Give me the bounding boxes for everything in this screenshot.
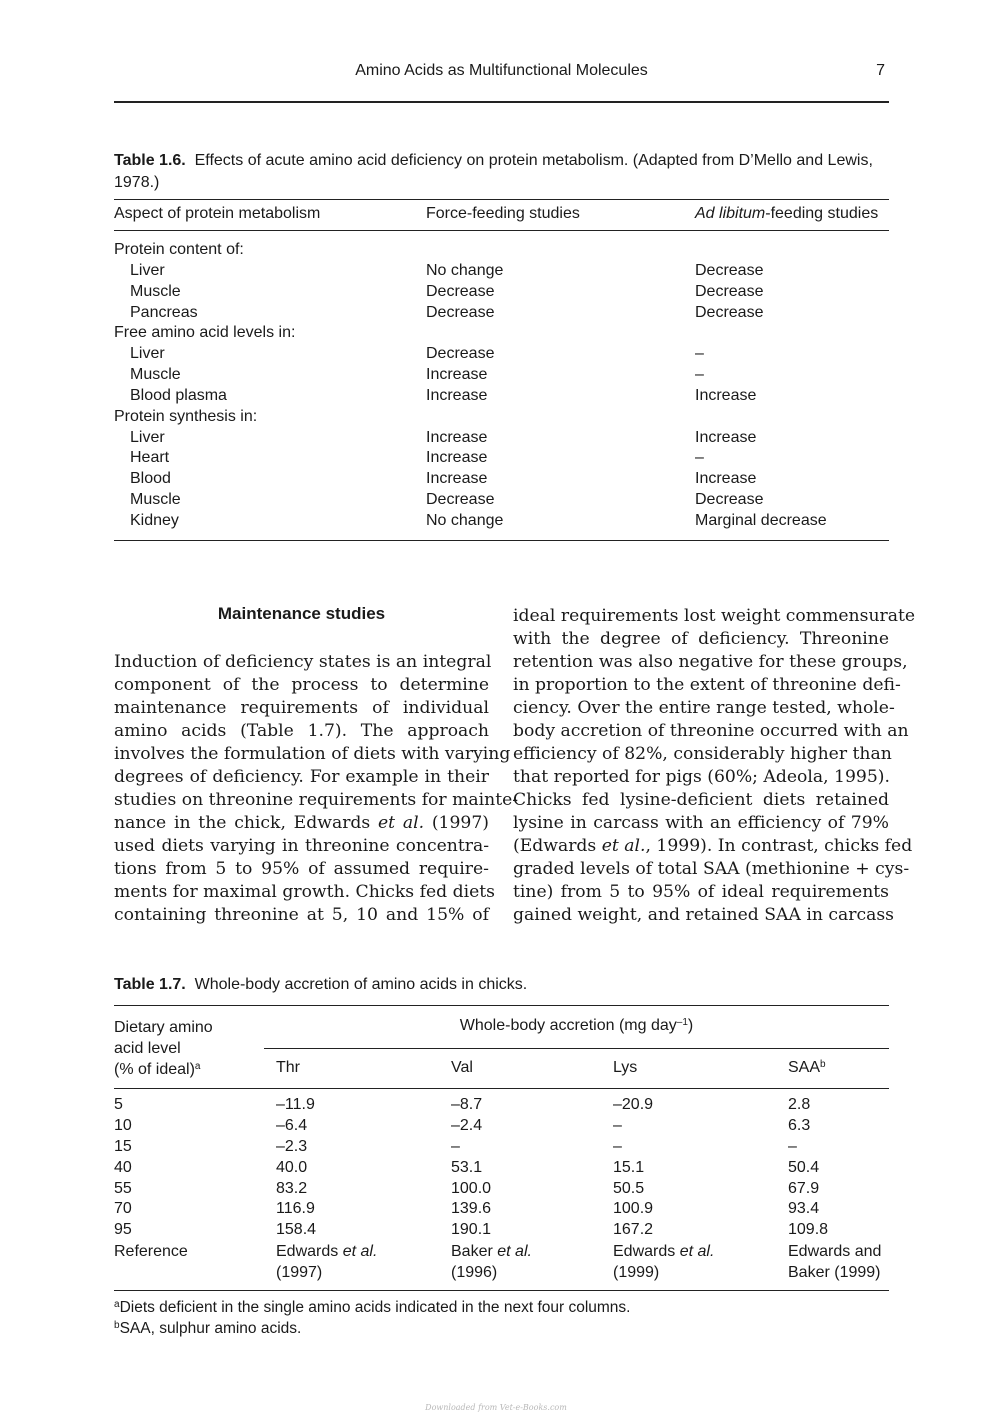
cell-reference-lys: Edwards et al. (1999) — [613, 1243, 715, 1282]
cell-val: – — [451, 1137, 460, 1155]
table-row — [114, 282, 889, 303]
footnote-mark: a — [114, 1299, 120, 1310]
watermark: Downloaded from Vet-e-Books.com — [425, 1403, 567, 1412]
cell-force-feeding: Decrease — [426, 491, 495, 509]
text-line: ments for maximal growth. Chicks fed diets — [114, 882, 495, 902]
cell-val: 100.0 — [451, 1179, 492, 1197]
footnote-mark: b — [114, 1320, 120, 1331]
cell-force-feeding: Increase — [426, 449, 488, 467]
text-column-left — [114, 651, 519, 927]
cell-val: 53.1 — [451, 1158, 483, 1176]
cell-reference-thr: Edwards et al. (1997) — [276, 1243, 378, 1282]
cell-reference-saa: Edwards and Baker (1999) — [788, 1243, 882, 1282]
column-header-adlib — [695, 205, 878, 223]
spanner-rule — [264, 1048, 889, 1049]
cell-ad-libitum: Decrease — [695, 261, 764, 279]
table-1-6-bottom-rule — [114, 540, 889, 541]
text-line: studies on threonine requirements for mainte- — [114, 790, 519, 810]
cell-aspect: Liver — [130, 428, 165, 446]
footnote-text: SAA, sulphur amino acids. — [119, 1320, 302, 1337]
table-row — [114, 490, 889, 511]
table-row — [114, 1095, 889, 1116]
table-1-7-bottom-rule — [114, 1290, 889, 1291]
cell-aspect: Liver — [130, 345, 165, 363]
cell-ad-libitum: – — [695, 345, 704, 363]
italic-text: et al. — [601, 836, 646, 856]
cell-lys: –20.9 — [613, 1096, 654, 1113]
stub-header — [114, 1017, 254, 1080]
cell-val: –8.7 — [451, 1096, 483, 1113]
table-row — [114, 1137, 889, 1158]
column-header-force: Force-feeding studies — [426, 205, 580, 222]
column-header-adlib-rest: -feeding studies — [765, 205, 879, 222]
cell-val: 139.6 — [451, 1200, 492, 1218]
cell-force-feeding: Decrease — [426, 282, 495, 300]
cell-level: 15 — [114, 1137, 132, 1155]
table-1-6-label: Table 1.6. — [114, 152, 186, 169]
cell-thr: –2.3 — [276, 1137, 308, 1155]
cell-aspect: Muscle — [130, 366, 181, 384]
section-heading: Maintenance studies — [217, 604, 386, 623]
cell-ad-libitum: Marginal decrease — [695, 511, 827, 529]
column-header-thr: Thr — [276, 1059, 300, 1076]
cell-lys: – — [613, 1116, 622, 1134]
cell-reference-label: Reference — [114, 1243, 188, 1261]
column-header-aspect: Aspect of protein metabolism — [114, 205, 321, 222]
text-line: amino acids (Table 1.7). The approach — [114, 721, 489, 741]
text-line: containing threonine at 5, 10 and 15% of — [114, 905, 489, 925]
cell-level: 70 — [114, 1200, 132, 1218]
header-rule — [114, 101, 889, 103]
footnote-text: Diets deficient in the single amino acids indicated in the next four columns. — [119, 1299, 631, 1316]
table-group-row — [114, 407, 889, 428]
table-row — [114, 386, 889, 407]
cell-aspect: Blood — [130, 470, 171, 488]
stub-header-line-2: acid level — [114, 1040, 181, 1057]
table-1-7-body — [114, 1095, 889, 1283]
text-line: tions from 5 to 95% of assumed require- — [114, 859, 489, 879]
footnote-mark-a: a — [194, 1061, 201, 1072]
cell-ad-libitum: – — [695, 449, 704, 467]
text-line: retention was also negative for these groups, — [513, 652, 908, 672]
text-line: body accretion of threonine occurred with an — [513, 721, 909, 741]
table-1-7-caption-text: Whole-body accretion of amino acids in chicks. — [194, 976, 528, 993]
table-1-6-header-rule — [114, 230, 889, 231]
cell-lys: 50.5 — [613, 1179, 645, 1197]
table-row — [114, 1179, 889, 1200]
cell-lys: – — [613, 1137, 622, 1155]
cell-force-feeding: Increase — [426, 366, 488, 384]
cell-thr: –11.9 — [276, 1096, 315, 1113]
text-line: involves the formulation of diets with varying — [114, 744, 511, 764]
cell-thr: 40.0 — [276, 1158, 308, 1176]
cell-lys: 100.9 — [613, 1200, 654, 1218]
cell-force-feeding: Increase — [426, 470, 488, 488]
cell-ad-libitum: Increase — [695, 428, 757, 446]
text-line: (Edwards et al., 1999). In contrast, chicks fed — [513, 836, 913, 856]
cell-aspect: Protein synthesis in: — [114, 407, 258, 425]
cell-level: 40 — [114, 1158, 132, 1176]
table-row — [114, 428, 889, 449]
text-line: component of the process to determine — [114, 675, 489, 695]
table-1-6-top-rule — [114, 199, 889, 200]
table-row — [114, 1220, 889, 1241]
table-1-7-header-rule — [114, 1088, 889, 1089]
text-line: graded levels of total SAA (methionine + cys- — [513, 859, 910, 879]
table-group-row — [114, 323, 889, 344]
cell-saa: 50.4 — [788, 1158, 820, 1176]
cell-lys: 15.1 — [613, 1158, 645, 1176]
cell-ad-libitum: – — [695, 366, 704, 384]
cell-saa: 93.4 — [788, 1200, 820, 1218]
table-1-6-header — [114, 205, 889, 227]
text-line: nance in the chick, Edwards et al. (1997) — [114, 813, 489, 833]
italic-text: et al. — [497, 1243, 532, 1261]
cell-thr: 83.2 — [276, 1179, 308, 1197]
text-line: with the degree of deficiency. Threonine — [513, 629, 889, 649]
text-line: efficiency of 82%, considerably higher than — [513, 744, 892, 764]
spanner-text: Whole-body accretion (mg day — [459, 1017, 677, 1034]
text-line: gained weight, and retained SAA in carcass — [513, 905, 894, 925]
cell-ad-libitum: Decrease — [695, 303, 764, 321]
cell-aspect: Heart — [130, 449, 170, 467]
text-line: in proportion to the extent of threonine defi- — [513, 675, 901, 695]
cell-force-feeding: Decrease — [426, 345, 495, 363]
stub-header-line-3 — [114, 1059, 254, 1080]
table-1-7-top-rule — [114, 1005, 889, 1006]
footnote — [114, 1318, 630, 1339]
cell-level: 10 — [114, 1116, 132, 1134]
cell-force-feeding: Increase — [426, 386, 488, 404]
text-line: maintenance requirements of individual — [114, 698, 489, 718]
cell-force-feeding: Increase — [426, 428, 488, 446]
table-1-6-body — [114, 240, 889, 532]
column-header-lys: Lys — [613, 1059, 638, 1076]
text-line: tine) from 5 to 95% of ideal requirements — [513, 882, 889, 902]
table-1-7-caption — [114, 976, 527, 994]
cell-aspect: Blood plasma — [130, 386, 227, 404]
spanner-superscript: –1 — [676, 1017, 688, 1028]
cell-aspect: Kidney — [130, 511, 179, 529]
cell-reference-val: Baker et al. (1996) — [451, 1243, 532, 1282]
table-row — [114, 469, 889, 490]
cell-saa: – — [788, 1137, 797, 1155]
column-header-saa-text: SAA — [788, 1059, 821, 1076]
cell-aspect: Muscle — [130, 282, 181, 300]
footnote-mark-b: b — [820, 1059, 826, 1070]
spanner-header — [264, 1017, 889, 1035]
cell-force-feeding: No change — [426, 511, 504, 529]
table-row — [114, 261, 889, 282]
cell-ad-libitum: Increase — [695, 386, 757, 404]
table-row — [114, 344, 889, 365]
table-row — [114, 1158, 889, 1179]
table-row — [114, 511, 889, 532]
table-footnotes — [114, 1297, 630, 1339]
column-header-val: Val — [451, 1059, 473, 1076]
table-group-row — [114, 240, 889, 261]
italic-text: et al. — [679, 1243, 715, 1261]
table-1-6-caption-text: Effects of acute amino acid deficiency on protein metabolism. (Adapted from D’Mello and Lewis, 1978.) — [114, 152, 873, 191]
text-line: Chicks fed lysine-deficient diets retained — [513, 790, 889, 810]
stub-header-line-3-text: (% of ideal) — [114, 1061, 195, 1078]
column-header-saa — [788, 1059, 826, 1077]
text-line: used diets varying in threonine concentra- — [114, 836, 489, 856]
cell-aspect: Pancreas — [130, 303, 198, 321]
spanner-close: ) — [687, 1017, 694, 1034]
text-line: Induction of deficiency states is an integral — [114, 652, 492, 672]
italic-text: et al. — [378, 813, 425, 833]
cell-val: –2.4 — [451, 1116, 483, 1134]
table-row — [114, 448, 889, 469]
text-line: that reported for pigs (60%; Adeola, 1995). — [513, 767, 890, 787]
cell-ad-libitum: Decrease — [695, 282, 764, 300]
cell-aspect: Protein content of: — [114, 241, 244, 258]
table-1-6-caption — [114, 150, 874, 194]
cell-force-feeding: Decrease — [426, 303, 495, 321]
italic-text: et al. — [342, 1243, 378, 1261]
stub-header-line-1: Dietary amino — [114, 1019, 213, 1036]
text-column-right — [513, 605, 916, 927]
running-head-title: Amino Acids as Multifunctional Molecules — [355, 62, 648, 79]
page-number: 7 — [876, 62, 885, 79]
cell-aspect: Liver — [130, 261, 165, 279]
cell-aspect: Free amino acid levels in: — [114, 324, 296, 342]
cell-thr: 116.9 — [276, 1200, 315, 1218]
cell-saa: 109.8 — [788, 1221, 829, 1239]
cell-ad-libitum: Decrease — [695, 491, 764, 509]
cell-lys: 167.2 — [613, 1221, 654, 1239]
cell-thr: –6.4 — [276, 1116, 308, 1134]
cell-aspect: Muscle — [130, 491, 181, 509]
table-row — [114, 1116, 889, 1137]
running-head — [114, 62, 889, 84]
cell-saa: 6.3 — [788, 1116, 811, 1134]
column-header-adlib-italic: Ad libitum — [695, 205, 766, 222]
text-line: lysine in carcass with an efficiency of 79% — [513, 813, 889, 833]
cell-thr: 158.4 — [276, 1221, 317, 1239]
text-line: ideal requirements lost weight commensurate — [513, 606, 916, 626]
table-row — [114, 303, 889, 324]
table-row — [114, 365, 889, 386]
cell-level: 95 — [114, 1221, 132, 1239]
table-1-7-label: Table 1.7. — [114, 976, 186, 993]
cell-level: 5 — [114, 1096, 123, 1113]
text-line: ciency. Over the entire range tested, whole- — [513, 698, 895, 718]
table-row — [114, 1199, 889, 1220]
cell-val: 190.1 — [451, 1221, 492, 1239]
cell-saa: 67.9 — [788, 1179, 820, 1197]
text-line: degrees of deficiency. For example in their — [114, 767, 489, 787]
table-row-reference — [114, 1241, 889, 1283]
footnote — [114, 1297, 630, 1318]
cell-level: 55 — [114, 1179, 132, 1197]
cell-force-feeding: No change — [426, 261, 504, 279]
cell-saa: 2.8 — [788, 1096, 811, 1113]
cell-ad-libitum: Increase — [695, 470, 757, 488]
